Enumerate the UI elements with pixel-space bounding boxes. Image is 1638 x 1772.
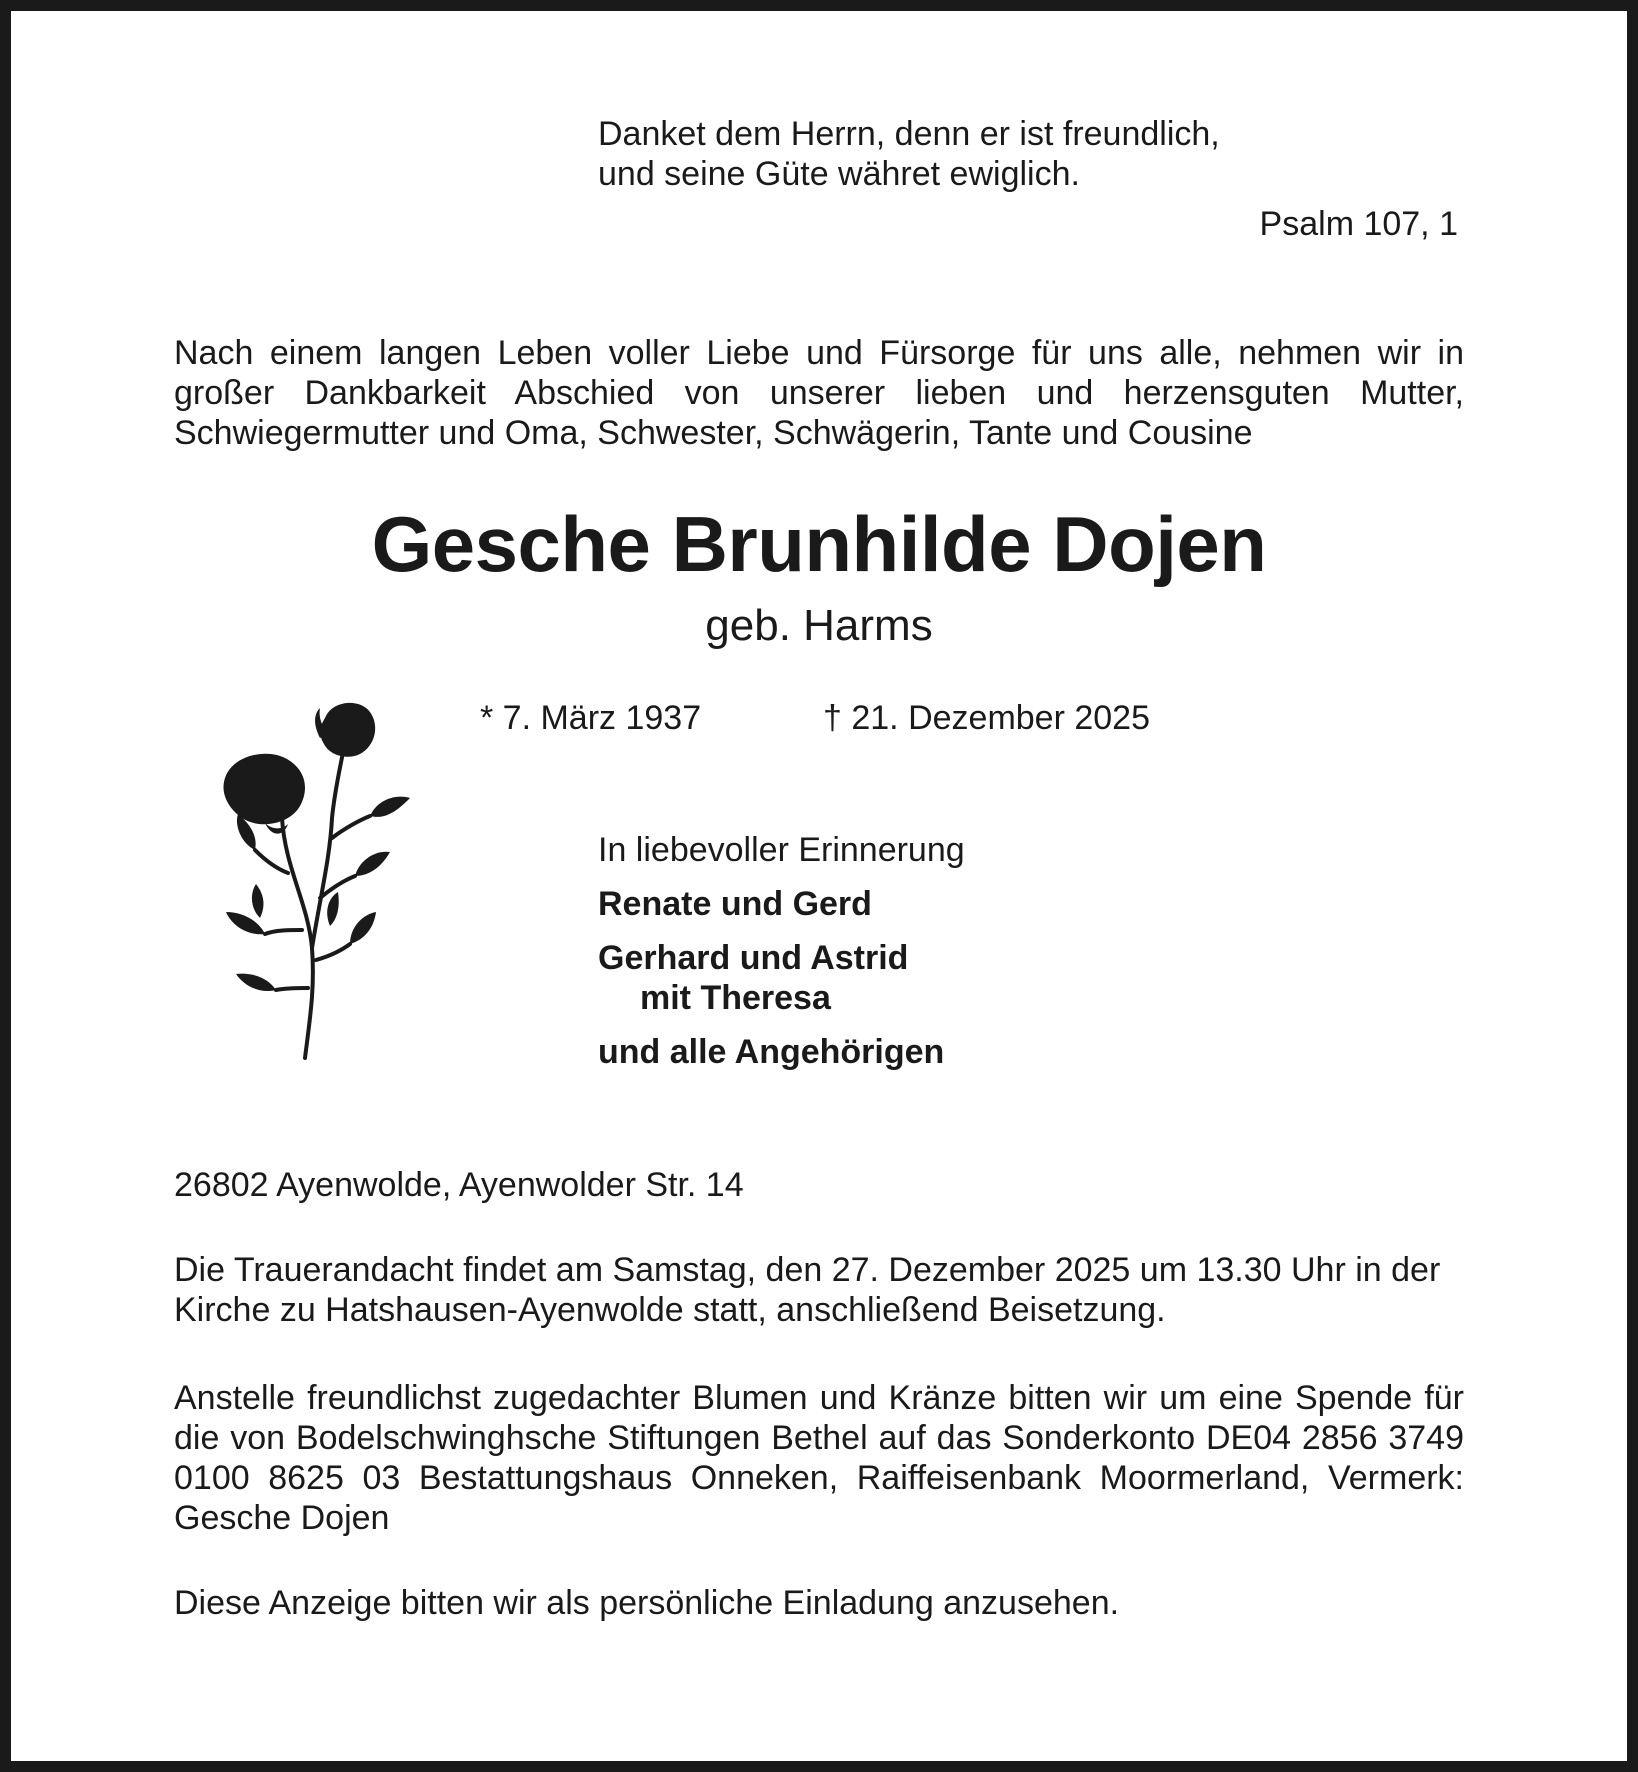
maiden-name: geb. Harms [705, 601, 933, 650]
verse-reference: Psalm 107, 1 [1259, 205, 1458, 243]
verse-line-2: und seine Güte währet ewiglich. [598, 155, 1080, 193]
address: 26802 Ayenwolde, Ayenwolder Str. 14 [174, 1166, 744, 1204]
invitation-note: Diese Anzeige bitten wir als persönliche Einladung anzusehen. [174, 1584, 1120, 1622]
bible-verse [598, 114, 1220, 194]
rose-icon [220, 698, 410, 1064]
family-heading: In liebevoller Erinnerung [598, 831, 965, 869]
family-line-1: Renate und Gerd [598, 885, 872, 923]
birth-date: * 7. März 1937 [480, 699, 702, 737]
family-line-4: und alle Angehörigen [598, 1033, 945, 1071]
family-line-2: Gerhard und Astrid [598, 939, 909, 977]
donation-request: Anstelle freundlichst zugedachter Blumen und Kränze bitten wir um eine Spende für die von Bodelschwinghsche Stiftungen Bethel auf das Sonderkonto DE04 2856 3749 0100 8625 03 Bestattungshaus Onneken, Raiffeisenbank Moormerland, Vermerk: Gesche Dojen [174, 1379, 1464, 1537]
deceased-name: Gesche Brunhilde Dojen [371, 500, 1267, 588]
funeral-service-info: Die Trauerandacht findet am Samstag, den 27. Dezember 2025 um 13.30 Uhr in der Kirche zu Hatshausen-Ayenwolde statt, anschließend Beisetzung. [174, 1251, 1441, 1329]
family-line-3: mit Theresa [640, 979, 831, 1017]
verse-line-1: Danket dem Herrn, denn er ist freundlich, [598, 115, 1220, 153]
intro-text: Nach einem langen Leben voller Liebe und Fürsorge für uns alle, nehmen wir in großer Dankbarkeit Abschied von unserer lieben und herzensguten Mutter, Schwiegermutter und Oma, Schwester, Schwägerin, Tante und Cousine [174, 334, 1464, 452]
death-date: † 21. Dezember 2025 [823, 699, 1150, 737]
family-signatures [598, 830, 965, 1072]
